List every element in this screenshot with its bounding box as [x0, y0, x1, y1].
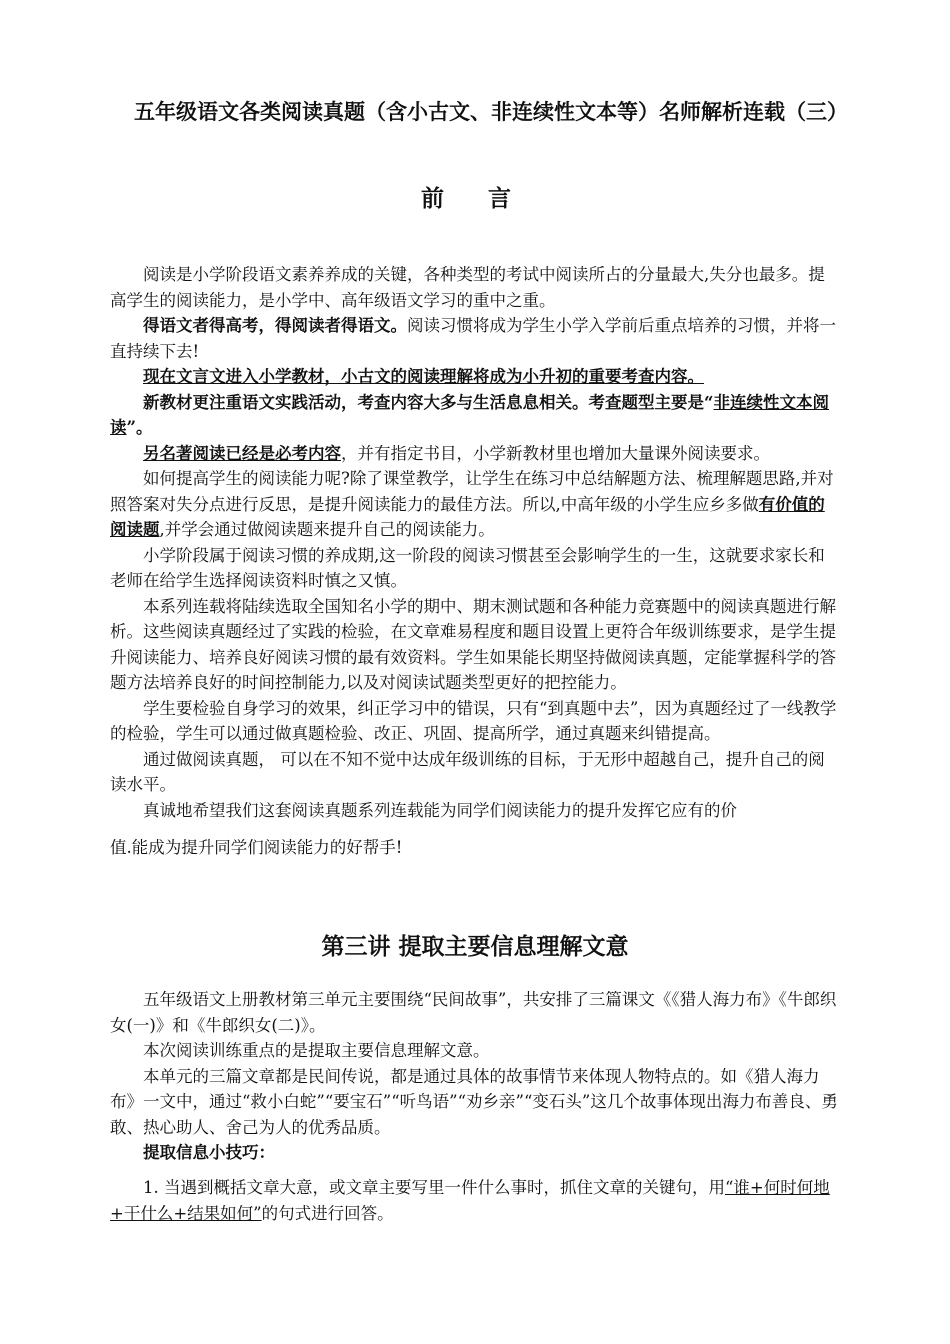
tip-item-1 — [110, 1175, 840, 1226]
preface-paragraph-1: 阅读是小学阶段语文素养养成的关键，各种类型的考试中阅读所占的分量最大,失分也最多。提高学生的阅读能力，是小学中、高年级语文学习的重中之重。 — [110, 265, 825, 310]
preface-paragraph-11-end: 值.能成为提升同学们阅读能力的好帮手! — [110, 838, 403, 857]
tip1-underlined: “谁+何时何地+干什么+结果如何” — [110, 1178, 830, 1223]
preface-paragraph-2 — [110, 313, 840, 364]
preface-paragraph-3: 现在文言文进入小学教材，小古文的阅读理解将成为小升初的重要考查内容。 — [143, 367, 704, 386]
preface-paragraph-5 — [110, 441, 840, 467]
lecture-paragraph-1: 五年级语文上册教材第三单元主要围绕“民间故事”，共安排了三篇课文《《猎人海力布》《牛郎织女(一)》和《牛郎织女(二)》。 — [110, 990, 837, 1035]
preface-paragraph-4 — [110, 390, 840, 441]
preface-heading: 前 言 — [420, 185, 529, 212]
preface-p5-rest: ，并有指定书目，小学新教材里也增加大量课外阅读要求。 — [341, 443, 770, 463]
tip1-b: 的句式进行回答。 — [261, 1203, 394, 1223]
preface-paragraph-9: 学生要检验自身学习的效果，纠正学习中的错误，只有“到真题中去”，因为真题经过了一线教学的检验，学生可以通过做真题检验、改正、巩固、提高所学，通过真题来纠错提高。 — [110, 698, 837, 743]
preface-body — [110, 262, 840, 861]
document-title: 五年级语文各类阅读真题（含小古文、非连续性文本等）名师解析连载（三） — [134, 99, 848, 124]
preface-paragraph-6 — [110, 466, 840, 543]
lecture-paragraph-2: 本次阅读训练重点的是提取主要信息理解文意。 — [143, 1041, 490, 1060]
preface-p2-rest: 阅读习惯将成为学生小学入学前后重点培养的习惯，并将一直持续下去! — [110, 316, 836, 361]
lecture-heading: 第三讲 提取主要信息理解文意 — [321, 933, 629, 960]
tip1-a: 1. 当遇到概括文章大意，或文章主要写里一件什么事时，抓住文章的关键句，用 — [143, 1178, 725, 1197]
lecture-body — [110, 987, 840, 1166]
lecture-paragraph-3: 本单元的三篇文章都是民间传说，都是通过具体的故事情节来体现人物特点的。如《猎人海力布》一文中，通过“救小白蛇”“要宝石”“听鸟语”“劝乡亲”“变石头”这几个故事体现出海力布善良、勇敢、热心助人、舍己为人的优秀品质。 — [110, 1066, 838, 1137]
preface-p4-b: ”。 — [126, 418, 153, 437]
preface-p6-a: 如何提高学生的阅读能力呢?除了课堂教学，让学生在练习中总结解题方法、梳理解题思路,并对照答案对失分点进行反思，是提升阅读能力的最佳方法。所以,中高年级的小学生应乡多做 — [110, 469, 834, 514]
preface-paragraph-11: 真诚地希望我们这套阅读真题系列连载能为同学们阅读能力的提升发挥它应有的价 — [143, 800, 737, 820]
preface-paragraph-8: 本系列连载将陆续选取全国知名小学的期中、期末测试题和各种能力竞赛题中的阅读真题进行解析。这些阅读真题经过了实践的检验，在文章难易程度和题目设置上更符合年级训练要求，是学生提升阅读能力、培养良好阅读习惯的最有效资料。学生如果能长期坚持做阅读真题，定能掌握科学的答题方法培养良好的时间控制能力,以及对阅读试题类型更好的把控能力。 — [110, 596, 836, 692]
preface-paragraph-7: 小学阶段属于阅读习惯的养成期,这一阶段的阅读习惯甚至会影响学生的一生，这就要求家长和老师在给学生选择阅读资料时慎之又慎。 — [110, 545, 825, 590]
preface-p6-underlined: 有价值的阅读题 — [110, 494, 825, 539]
preface-p6-b: ,并学会通过做阅读题来提升自己的阅读能力。 — [159, 520, 495, 539]
preface-p5-underlined: 另名著阅读已经是必考内容 — [143, 443, 341, 463]
preface-p4-underlined: 非连续性文本阅读 — [110, 392, 829, 437]
preface-p2-bold: 得语文者得高考，得阅读者得语文。 — [143, 316, 407, 335]
tips-heading: 提取信息小技巧： — [143, 1143, 275, 1162]
preface-p4-a: 新教材更注重语文实践活动，考查内容大多与生活息息相关。考查题型主要是“ — [143, 392, 714, 412]
preface-paragraph-10: 通过做阅读真题， 可以在不知不觉中达成年级训练的目标，于无形中超越自己，提升自己的阅读水平。 — [110, 749, 825, 794]
